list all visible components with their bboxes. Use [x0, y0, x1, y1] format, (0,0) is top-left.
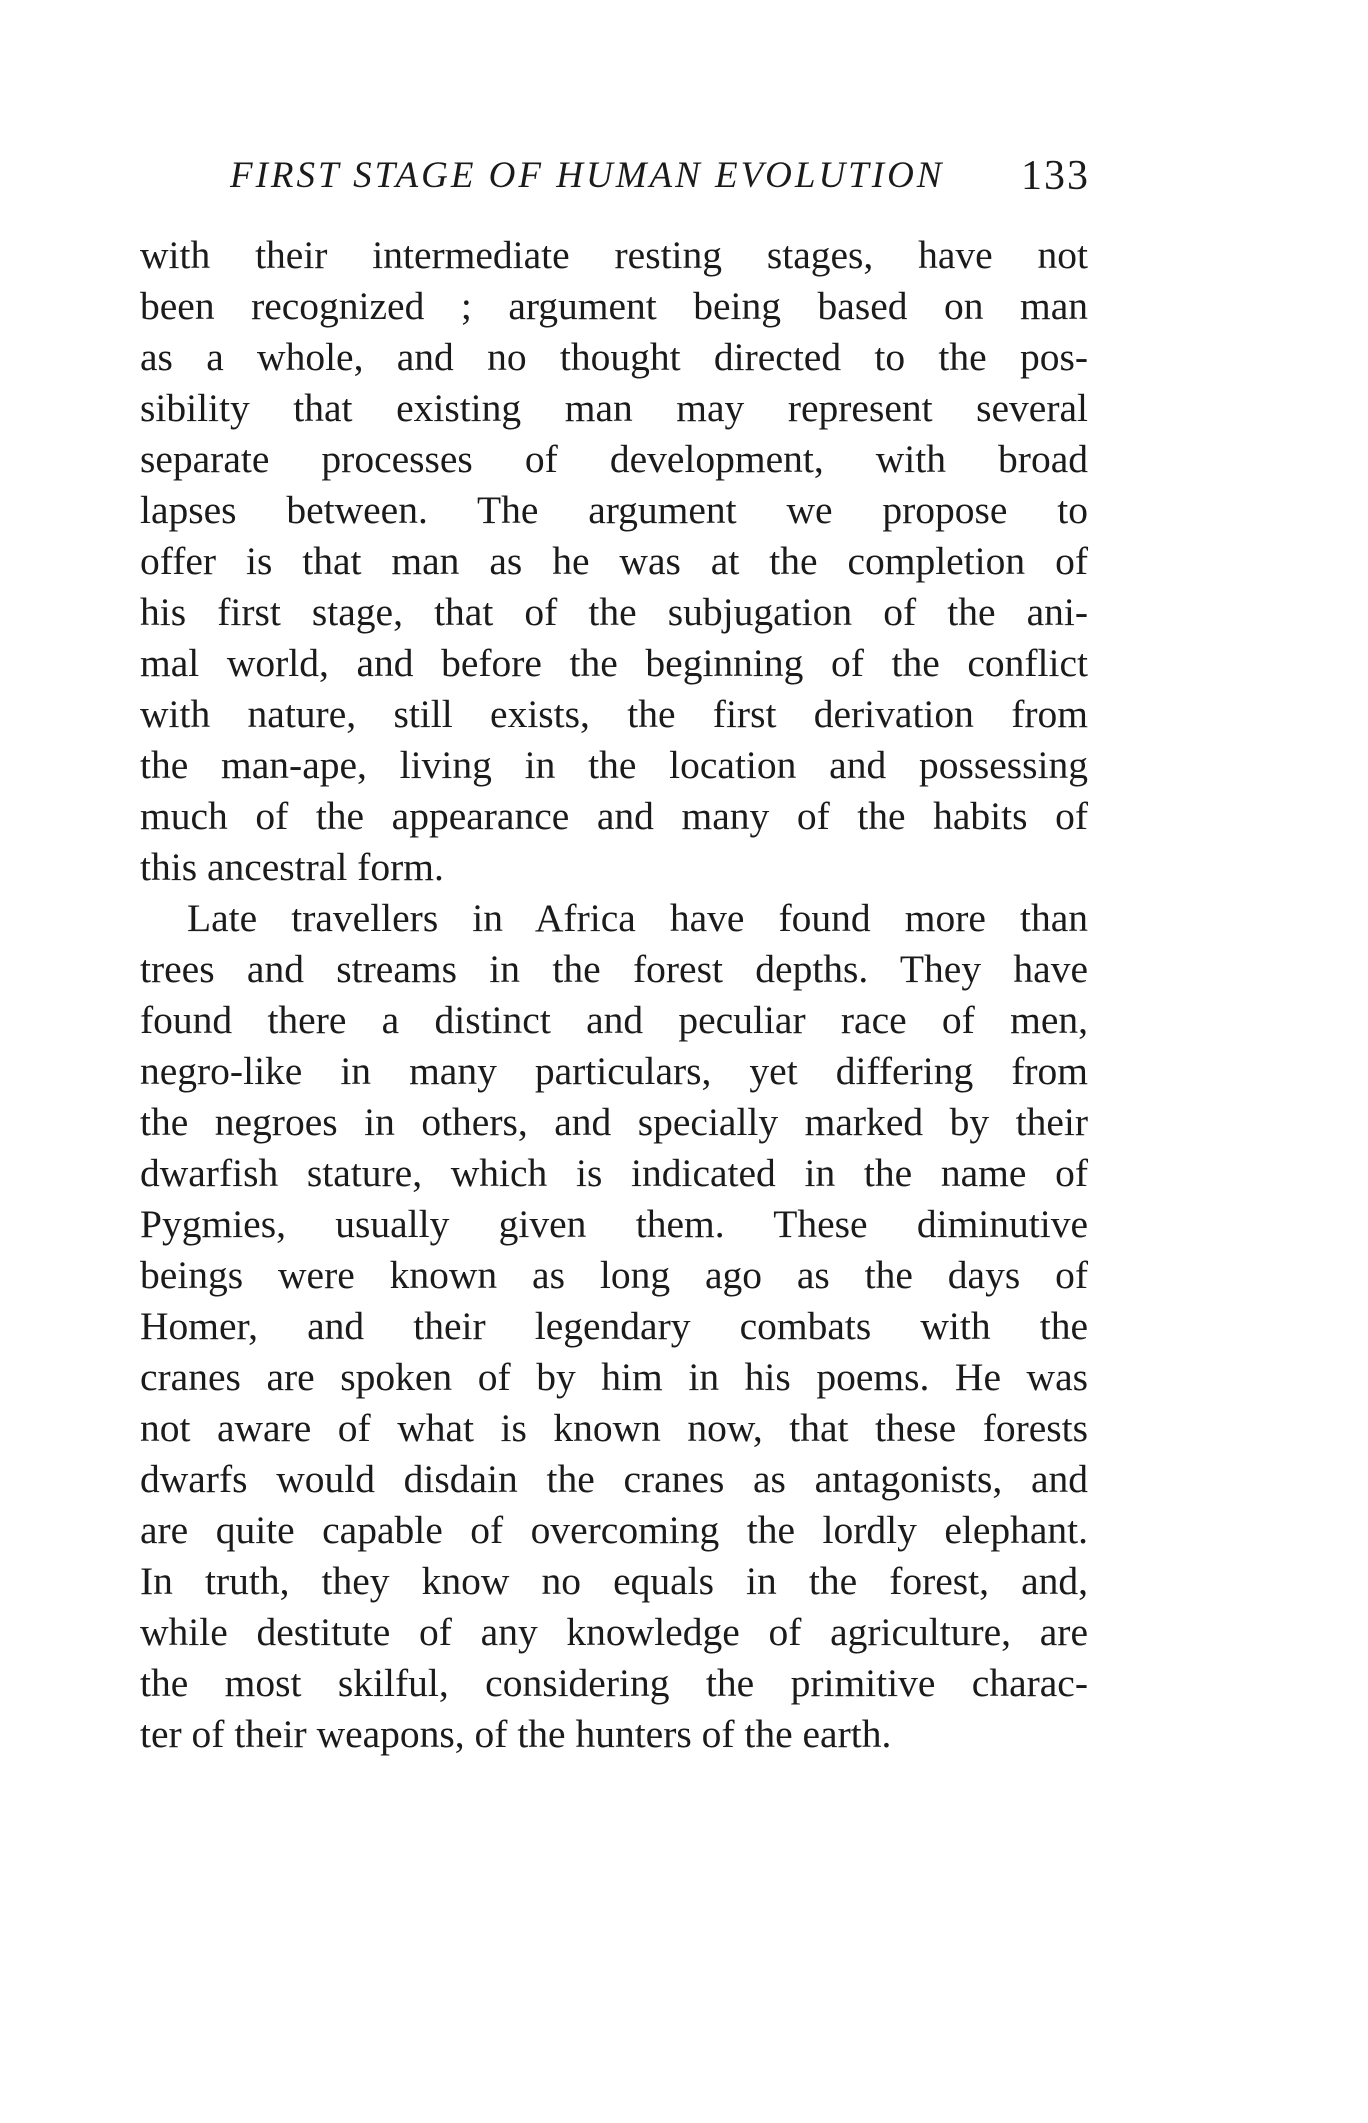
text-line: Homer, and their legendary combats with the — [140, 1304, 1088, 1348]
text-line: Late travellers in Africa have found more than — [187, 896, 1088, 940]
text-line: beings were known as long ago as the days of — [140, 1253, 1088, 1297]
running-title: FIRST STAGE OF HUMAN EVOLUTION — [230, 155, 945, 196]
text-line: the man-ape, living in the location and possessing — [140, 743, 1088, 787]
text-line: found there a distinct and peculiar race of men, — [140, 998, 1088, 1042]
text-line: dwarfish stature, which is indicated in the name of — [140, 1151, 1088, 1195]
text-line: been recognized ; argument being based on man — [140, 284, 1088, 328]
text-line: as a whole, and no thought directed to the pos- — [140, 335, 1088, 379]
text-line: offer is that man as he was at the completion of — [140, 539, 1088, 583]
text-line: this ancestral form. — [140, 845, 444, 889]
text-line: negro-like in many particulars, yet differing from — [140, 1049, 1088, 1093]
text-line: with their intermediate resting stages, have not — [140, 233, 1088, 277]
text-line: not aware of what is known now, that these forests — [140, 1406, 1088, 1450]
text-line: Pygmies, usually given them. These diminutive — [140, 1202, 1088, 1246]
paragraph-2 — [140, 893, 1088, 1760]
text-line: lapses between. The argument we propose to — [140, 488, 1088, 532]
text-line: sibility that existing man may represent several — [140, 386, 1088, 430]
text-line: ter of their weapons, of the hunters of the earth. — [140, 1712, 892, 1756]
text-line: the negroes in others, and specially marked by their — [140, 1100, 1088, 1144]
text-line: mal world, and before the beginning of the conflict — [140, 641, 1088, 685]
text-line: separate processes of development, with broad — [140, 437, 1088, 481]
text-line: while destitute of any knowledge of agriculture, are — [140, 1610, 1088, 1654]
running-header — [230, 148, 1090, 208]
text-line: dwarfs would disdain the cranes as antagonists, and — [140, 1457, 1088, 1501]
text-line: his first stage, that of the subjugation of the ani- — [140, 590, 1088, 634]
paragraph-1 — [140, 230, 1088, 893]
text-line: In truth, they know no equals in the forest, and, — [140, 1559, 1088, 1603]
text-line: cranes are spoken of by him in his poems. He was — [140, 1355, 1088, 1399]
text-line: with nature, still exists, the first derivation from — [140, 692, 1088, 736]
page-number: 133 — [1021, 153, 1090, 199]
text-line: trees and streams in the forest depths. They have — [140, 947, 1088, 991]
body-text — [140, 230, 1088, 1760]
text-line: are quite capable of overcoming the lordly elephant. — [140, 1508, 1088, 1552]
text-line: much of the appearance and many of the habits of — [140, 794, 1088, 838]
text-line: the most skilful, considering the primitive charac- — [140, 1661, 1088, 1705]
